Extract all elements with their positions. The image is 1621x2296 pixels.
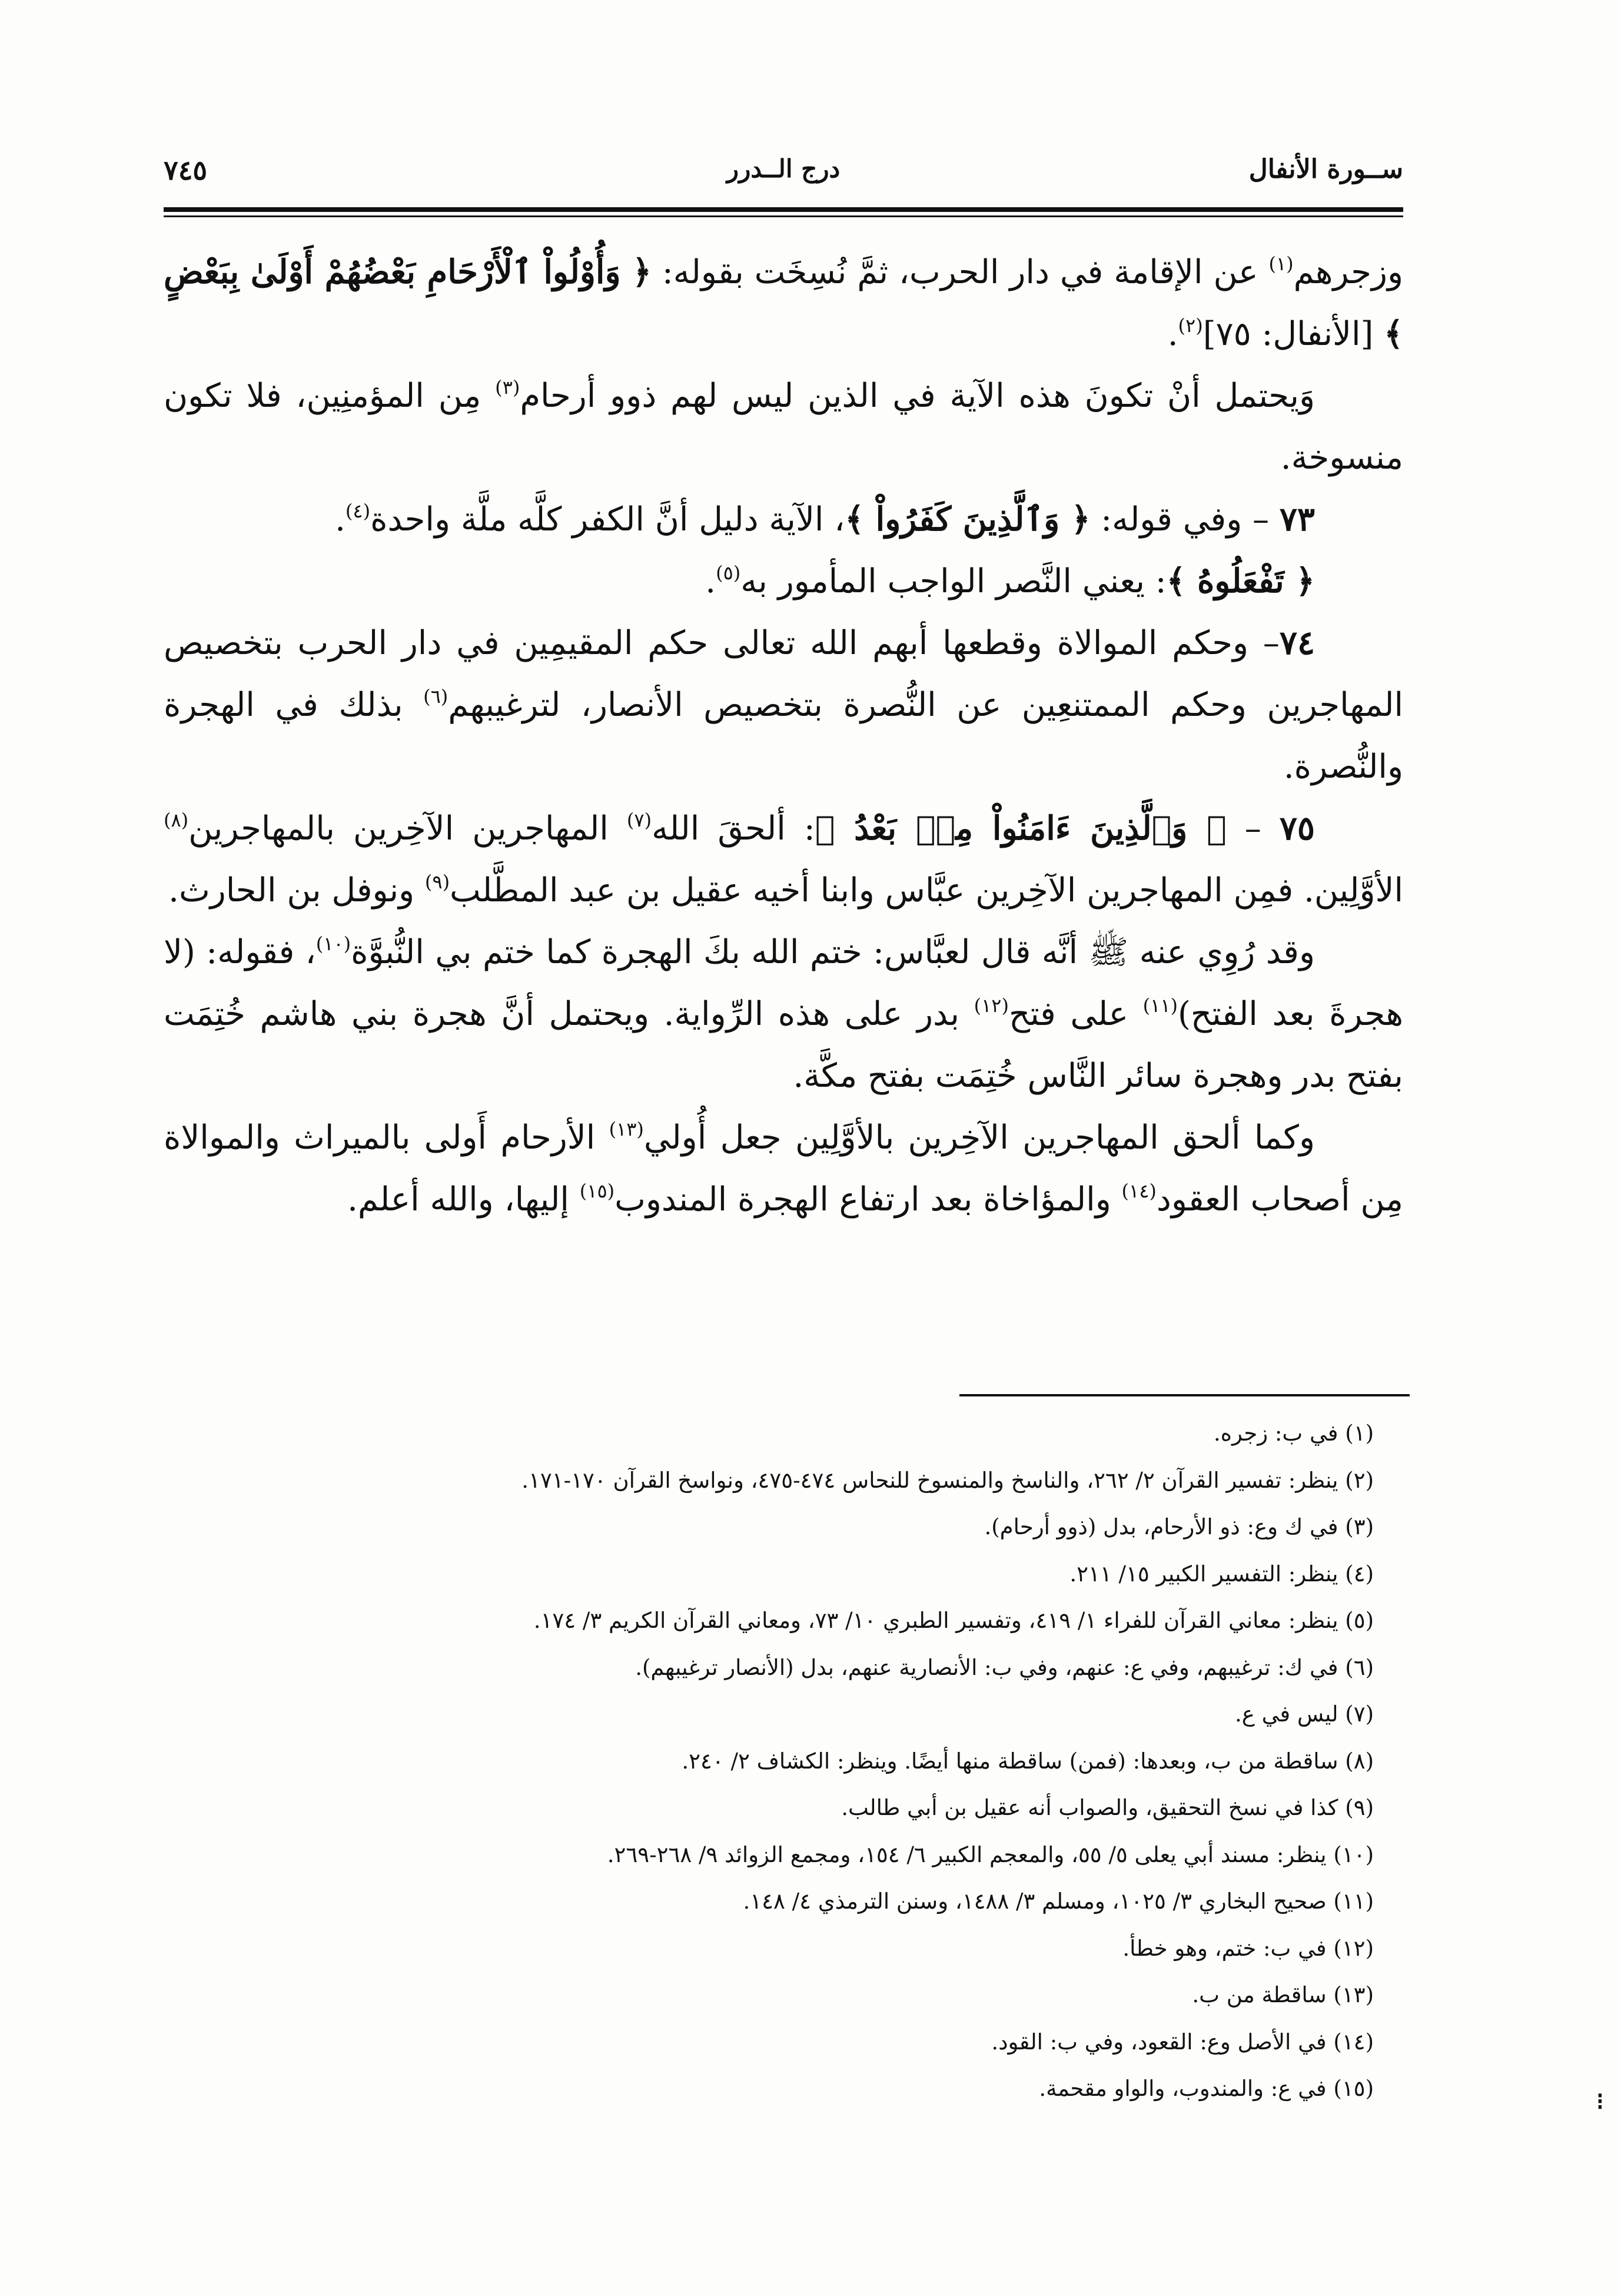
footnote-ref: (١٥) <box>579 1180 615 1202</box>
footnote-13: (١٣) ساقطة من ب. <box>1192 1982 1374 2008</box>
footnote-ref: (٥) <box>716 562 741 584</box>
footnote-ref: (٦) <box>423 685 449 708</box>
footnote-ref: (١) <box>1268 253 1294 275</box>
scan-edge-mark: ⁝ <box>1596 2088 1604 2115</box>
running-header <box>164 154 1403 201</box>
footnote-ref: (٤) <box>345 500 371 522</box>
footnote-ref: (٧) <box>626 809 652 831</box>
page-number: ٧٤٥ <box>164 154 208 186</box>
footnote-4: (٤) ينظر: التفسير الكبير ١٥/ ٢١١. <box>1069 1561 1374 1587</box>
footnote-1: (١) في ب: زجره. <box>1213 1421 1374 1446</box>
footnote-8: (٨) ساقطة من ب، وبعدها: (فمن) ساقطة منها أيضًا. وينظر: الكشاف ٢/ ٢٤٠. <box>682 1748 1374 1774</box>
main-text <box>164 241 1403 1230</box>
footnote-ref: (٨) <box>164 809 189 831</box>
footnote-ref: (٩) <box>424 871 450 893</box>
paragraph-8: وكما ألحق المهاجرين الآخِرين بالأوَّلِين جعل أُولي$^{(١٣)}$ الأرحام أَولى بالميراث والموالاة مِن أصحاب العقود$^{(١٤)}$ والمؤاخاة بعد ارتفاع الهجرة المندوب$^{(١٥)}$ إليها، والله أعلم. <box>164 1118 1403 1219</box>
verse-number: ٧٣ <box>1279 500 1315 539</box>
paragraph-1: وزجرهم$^{(١)}$ عن الإقامة في دار الحرب، ثمَّ نُسِخَت بقوله: ﴿ وَأُوْلُواْ ٱلْأَرْحَامِ بَعْضُهُمْ أَوْلَىٰ بِبَعْضٍ ﴾ [الأنفال: ٧٥]$^{(٢)}$. <box>164 253 1404 353</box>
footnote-ref: (١٢) <box>974 994 1009 1017</box>
footnote-ref: (١٠) <box>315 933 351 955</box>
paragraph-2: وَيحتمل أنْ تكونَ هذه الآية في الذين ليس لهم ذوو أرحام$^{(٣)}$ مِن المؤمنِين، فلا تكون منسوخة. <box>164 376 1403 477</box>
footnote-separator <box>959 1394 1410 1396</box>
footnote-2: (٢) ينظر: تفسير القرآن ٢/ ٢٦٢، والناسخ والمنسوخ للنحاس ٤٧٤-٤٧٥، ونواسخ القرآن ١٧٠-١٧١. <box>521 1467 1374 1493</box>
footnote-3: (٣) في ك وع: ذو الأرحام، بدل (ذوو أرحام). <box>984 1514 1374 1539</box>
verse-number: ٧٥ <box>1279 809 1315 848</box>
footnote-14: (١٤) في الأصل وع: القعود، وفي ب: القود. <box>991 2029 1374 2055</box>
footnote-9: (٩) كذا في نسخ التحقيق، والصواب أنه عقيل بن أبي طالب. <box>841 1795 1374 1820</box>
paragraph-7: وقد رُوِي عنه ﷺ أنَّه قال لعبَّاس: ختم الله بكَ الهجرة كما ختم بي النُّبوَّة$^{(١٠)}$، فقوله: (لا هجرةَ بعد الفتح)$^{(١١)}$ على فتح$^{(١٢)}$ بدر على هذه الرِّواية. ويحتمل أنَّ هجرة بني هاشم خُتِمَت بفتح بدر وهجرة سائر النَّاس خُتِمَت بفتح مكَّة. <box>164 933 1404 1095</box>
surah-title: ســورة الأنفال <box>1248 154 1403 184</box>
footnote-12: (١٢) في ب: ختم، وهو خطأ. <box>1122 1935 1374 1961</box>
paragraph-verse-75: ٧٥ – ﴿ وَٱلَّذِينَ ءَامَنُواْ مِنۢ بَعْدُ ﴾: ألحقَ الله$^{(٧)}$ المهاجرين الآخِرين بالمهاجرين$^{(٨)}$ الأوَّلِين. فمِن المهاجرين الآخِرين عبَّاس وابنا أخيه عقيل بن عبد المطَّلب$^{(٩)}$ ونوفل بن الحارث. <box>164 809 1403 910</box>
footnote-7: (٧) ليس في ع. <box>1234 1701 1374 1727</box>
book-title: درج الــدرر <box>726 154 841 183</box>
footnote-10: (١٠) ينظر: مسند أبي يعلى ٥/ ٥٥، والمعجم الكبير ٦/ ١٥٤، ومجمع الزوائد ٩/ ٢٦٨-٢٦٩. <box>607 1842 1374 1867</box>
footnote-ref: (١١) <box>1142 994 1178 1017</box>
footnotes <box>164 1410 1374 2112</box>
footnote-ref: (١٤) <box>1121 1180 1157 1202</box>
header-rule-thin <box>164 215 1403 217</box>
footnote-11: (١١) صحيح البخاري ٣/ ١٠٢٥، ومسلم ٣/ ١٤٨٨، وسنن الترمذي ٤/ ١٤٨. <box>743 1889 1374 1914</box>
footnote-ref: (١٣) <box>609 1118 644 1140</box>
quran-verse: ﴿ وَٱلَّذِينَ كَفَرُواْ ﴾ <box>845 500 1091 539</box>
quran-verse: ﴿ وَأُوْلُواْ ٱلْأَرْحَامِ بَعْضُهُمْ أَوْلَىٰ بِبَعْضٍ ﴾ <box>164 253 1403 353</box>
paragraph-4: ﴿ تَفْعَلُوهُ ﴾: يعني النَّصر الواجب المأمور به$^{(٥)}$. <box>705 562 1315 600</box>
footnote-ref: (٣) <box>495 376 520 399</box>
verse-number: ٧٤ <box>1279 623 1316 662</box>
header-rule-thick <box>164 207 1403 212</box>
paragraph-verse-74: ٧٤– وحكم الموالاة وقطعها أبهم الله تعالى حكم المقيمِين في دار الحرب بتخصيص المهاجرين وحكم الممتنعِين عن النُّصرة بتخصيص الأنصار، لترغيبهم$^{(٦)}$ بذلك في الهجرة والنُّصرة. <box>164 623 1404 786</box>
footnote-15: (١٥) في ع: والمندوب، والواو مقحمة. <box>1039 2076 1374 2101</box>
quran-verse: ﴿ تَفْعَلُوهُ ﴾ <box>1166 562 1315 600</box>
quran-verse: ﴿ وَٱلَّذِينَ ءَامَنُواْ مِنۢ بَعْدُ ﴾ <box>815 809 1227 848</box>
paragraph-verse-73: ٧٣ – وفي قوله: ﴿ وَٱلَّذِينَ كَفَرُواْ ﴾، الآية دليل أنَّ الكفر كلَّه ملَّة واحدة$^{(٤)}$. <box>335 500 1315 539</box>
footnote-5: (٥) ينظر: معاني القرآن للفراء ١/ ٤١٩، وتفسير الطبري ١٠/ ٧٣، ومعاني القرآن الكريم ٣/ ١٧٤. <box>533 1608 1374 1633</box>
footnote-6: (٦) في ك: ترغيبهم، وفي ع: عنهم، وفي ب: الأنصارية عنهم، بدل (الأنصار ترغيبهم). <box>635 1654 1374 1680</box>
footnote-ref: (٢) <box>1178 314 1203 337</box>
